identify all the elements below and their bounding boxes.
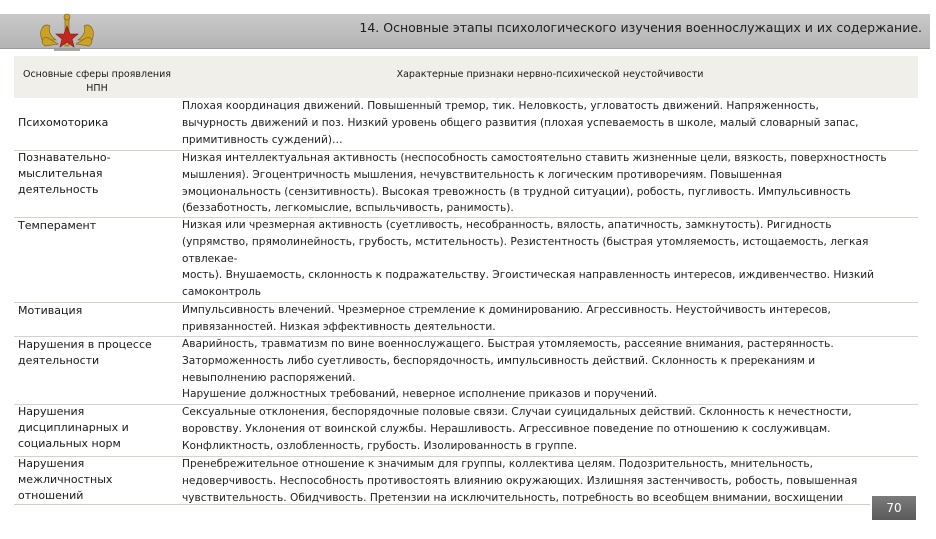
row-category: Познавательно-мыслительная деятельность (18, 151, 111, 196)
description-line: Заторможенность либо суетливость, беспорядочность, импульсивность действий. Склонность к пререканиям и (182, 354, 816, 367)
row-description (182, 98, 912, 148)
divider (14, 504, 870, 505)
row-category: Нарушения межличностных отношений (18, 457, 113, 502)
description-line: вычурность движений и поз. Низкий уровень общего развития (плохая успеваемость в школе, малый словарный запас, (182, 116, 859, 129)
description-line: самоконтроль (182, 286, 261, 299)
description-line: Низкая интеллектуальная активность (неспособность самостоятельно ставить жизненные цели, вязкость, поверхностность (182, 152, 887, 164)
description-line: Конфликтность, озлобленность, грубость. Изолированность в группе. (182, 439, 578, 452)
emblem-icon (36, 12, 98, 56)
row-category: Нарушения дисциплинарных и социальных норм (18, 405, 129, 450)
row-description (182, 404, 912, 454)
description-line: Нарушение должностных требований, неверное исполнение приказов и поручений. (182, 388, 658, 401)
table-row (14, 456, 918, 506)
table-row (14, 336, 918, 405)
column-header-signs: Характерные признаки нервно-психической неустойчивости (396, 69, 704, 80)
description-line: Пренебрежительное отношение к значимым для группы, коллектива целям. Подозрительность, мнительность, (182, 458, 814, 470)
row-description (182, 302, 912, 336)
description-line: воровству. Уклонения от воинской службы. Нерашливость. Агрессивное поведение по отношению к сослуживцам. (182, 422, 831, 435)
description-line: эмоциональность (сензитивность). Высокая тревожность (в трудной ситуации), робость, пугливость. Импульсивность (182, 185, 851, 198)
row-description (182, 217, 912, 301)
row-category: Мотивация (18, 304, 83, 317)
description-line: Плохая координация движений. Повышенный тремор, тик. Неловкость, угловатость движений. Напряженность, (182, 100, 819, 112)
row-description (182, 456, 912, 506)
description-line: Низкая или чрезмерная активность (суетливость, несобранность, вялость, апатичность, замкнутость). Ригидность (182, 219, 832, 231)
table-row (14, 404, 918, 457)
description-line: Аварийность, травматизм по вине военнослужащего. Быстрая утомляемость, рассеяние внимания, растерянность. (182, 338, 834, 350)
description-line: отвлекае- (182, 252, 238, 265)
column-header-spheres: Основные сферы проявления НПН (22, 69, 172, 94)
description-line: примитивность суждений)… (182, 133, 343, 146)
description-line: (упрямство, прямолинейность, грубость, мстительность). Резистентность (быстрая утомляемость, истощаемость, легкая (182, 235, 869, 248)
page-number: 70 (872, 496, 916, 520)
row-category: Нарушения в процессе деятельности (18, 338, 152, 367)
row-category: Психомоторика (18, 116, 109, 129)
table-row (14, 217, 918, 303)
description-line: мышления). Эгоцентричность мышления, нечувствительность к логическим противоречиям. Повышенная (182, 168, 782, 181)
description-line: Сексуальные отклонения, беспорядочные половые связи. Случаи суицидальных действий. Склонность к нечестности, (182, 406, 852, 418)
description-line: (беззаботность, легкомыслие, вспыльчивость, ранимость). (182, 202, 514, 215)
page-title: 14. Основные этапы психологического изучения военнослужащих и их содержание. (359, 20, 922, 35)
table-row (14, 150, 918, 218)
description-line: мость). Внушаемость, склонность к подражательству. Эгоистическая направленность интересов, иждивенчество. Низкий (182, 269, 875, 282)
row-description (182, 336, 912, 403)
description-line: Импульсивность влечений. Чрезмерное стремление к доминированию. Агрессивность. Неустойчивость интересов, (182, 304, 831, 316)
description-line: невыполнению распоряжений. (182, 371, 356, 384)
row-category: Темперамент (18, 219, 97, 232)
table-row (14, 302, 918, 337)
row-description (182, 150, 912, 217)
table-row (14, 98, 918, 151)
description-line: чувствительность. Обидчивость. Претензии на исключительность, потребность во всеобщем внимании, восхищении (182, 491, 844, 504)
description-line: привязанностей. Низкая эффективность деятельности. (182, 320, 496, 333)
description-line: недоверчивость. Неспособность противостоять влиянию окружающих. Излишняя застенчивость, робость, повышенная (182, 474, 858, 487)
